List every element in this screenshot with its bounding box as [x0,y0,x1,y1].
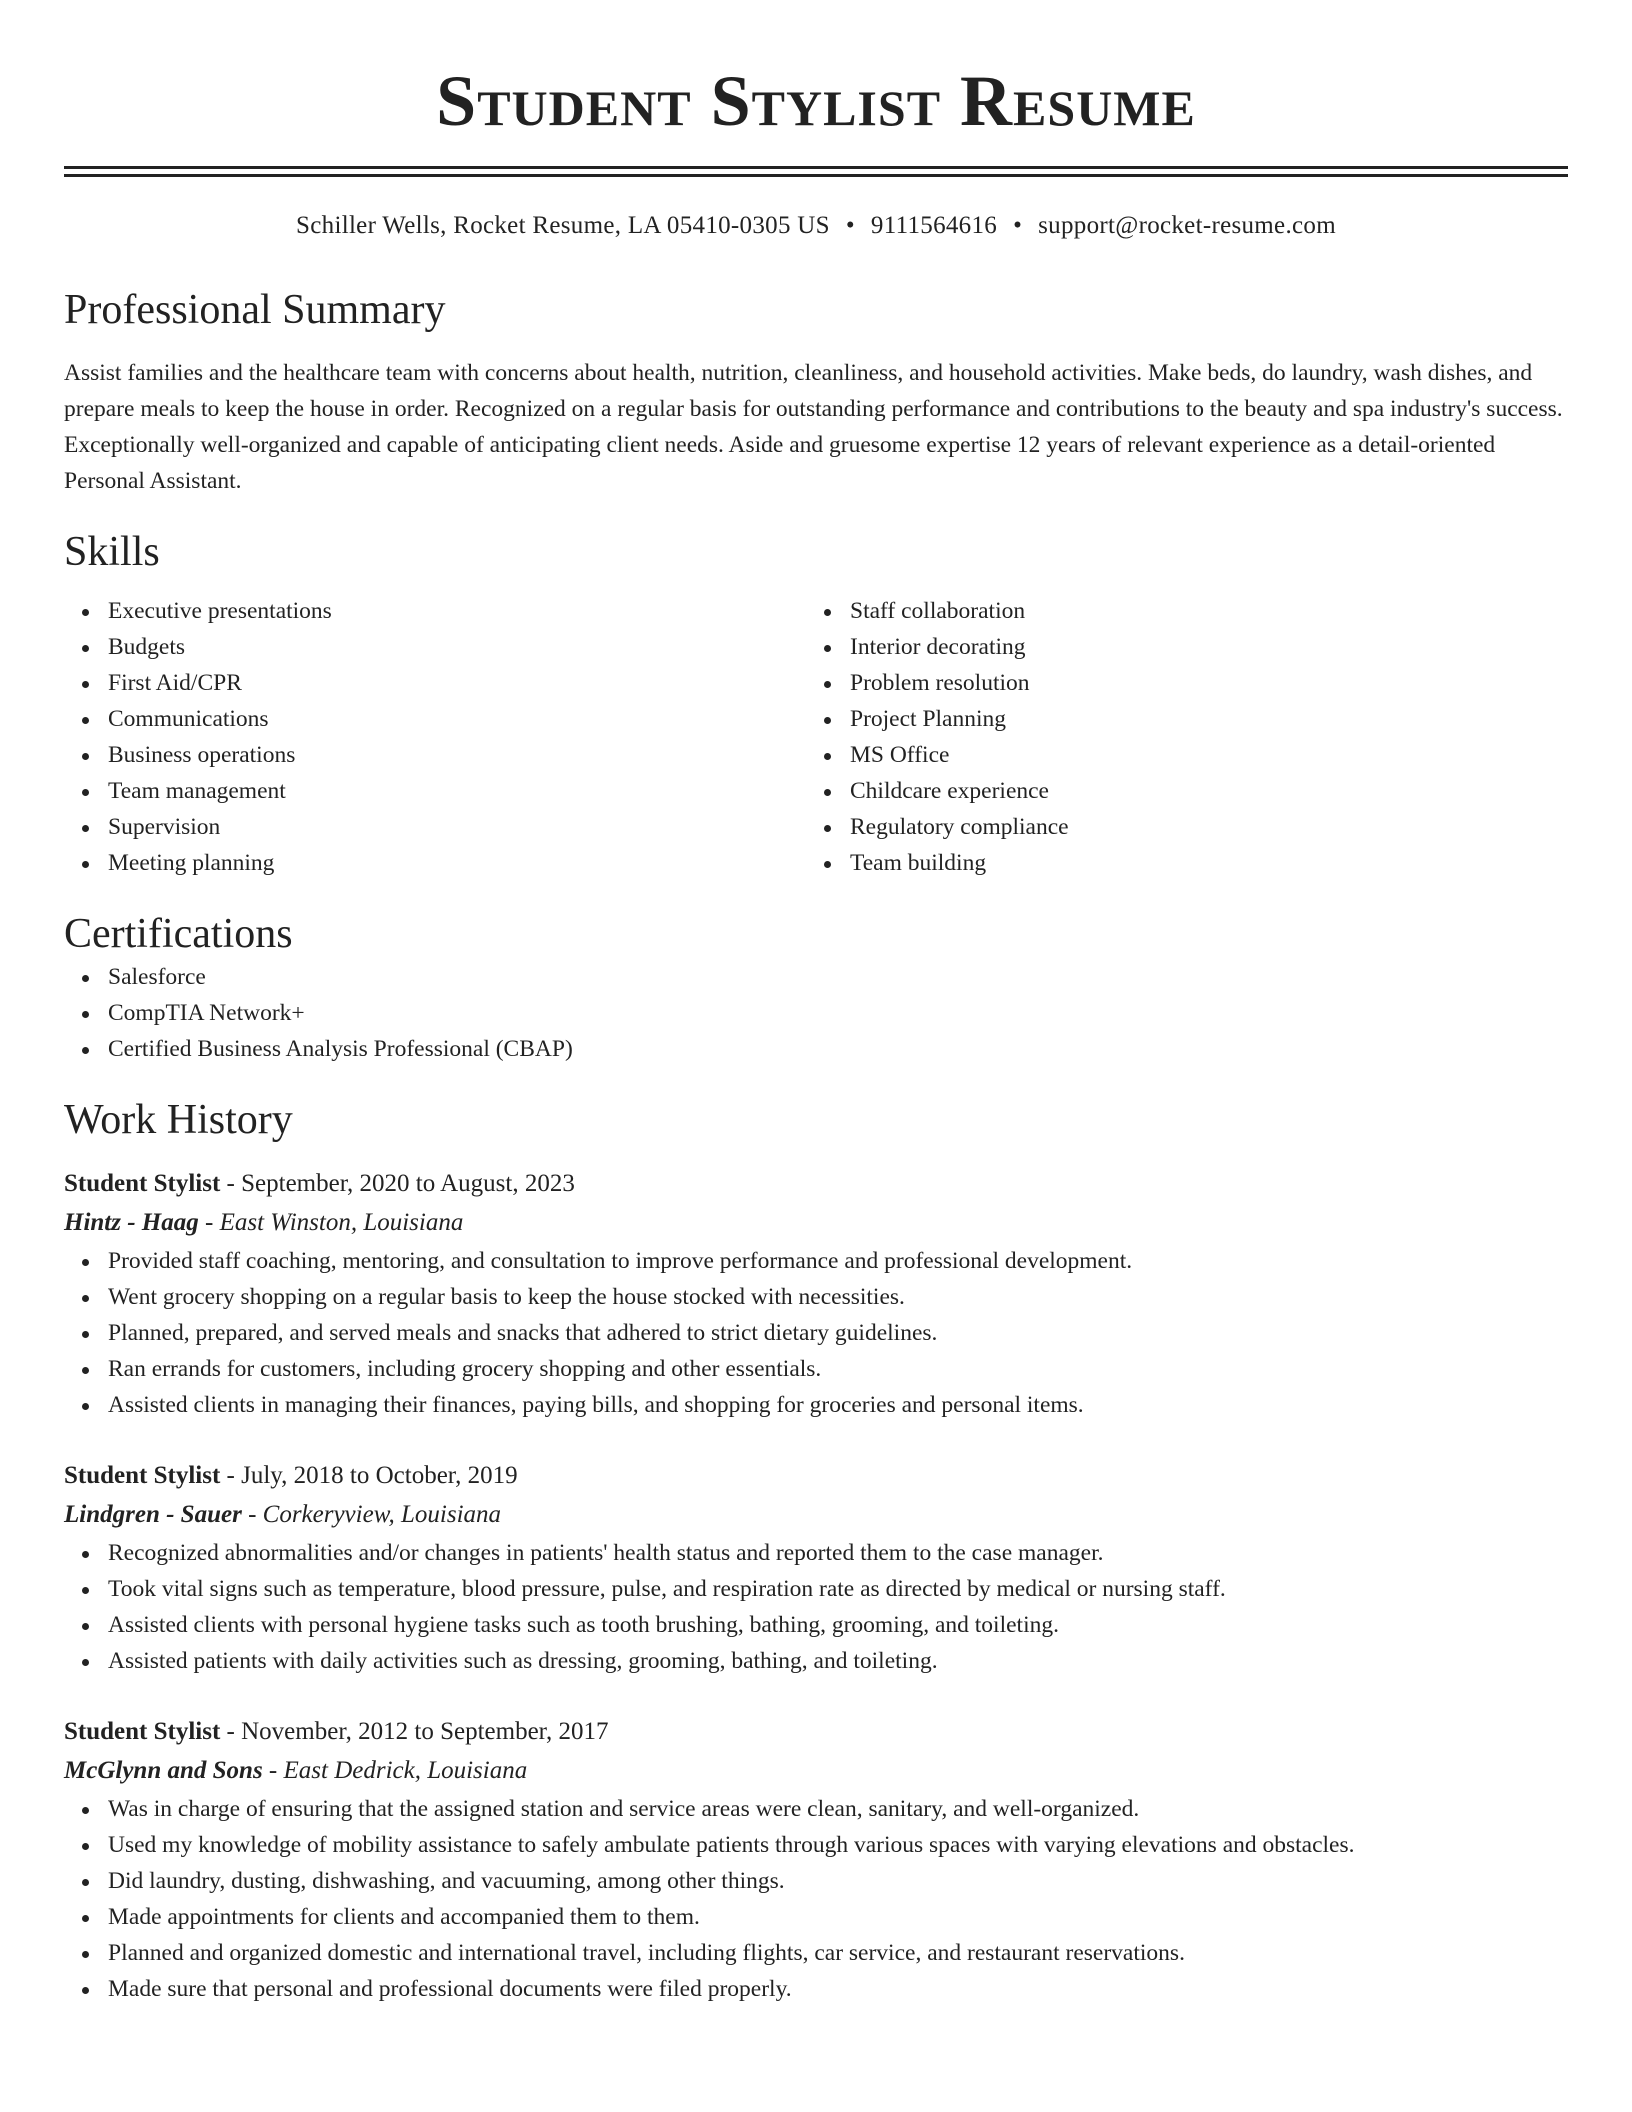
summary-text: Assist families and the healthcare team with concerns about health, nutrition, cleanliness, and household activities. Make beds, do laundry, wash dishes, and prepare meals to keep the house in order. Recognized on a regular basis for outstanding performance and contributions to the beauty and spa industry's success. Exceptionally well-organized and capable of anticipating client needs. Aside and gruesome expertise 12 years of relevant experience as a detail-oriented Personal Assistant. [64,360,1563,494]
job-location: - East Dedrick, Louisiana [262,1757,528,1784]
skills-heading: Skills [64,529,160,575]
certification-item: Certified Business Analysis Professional (CBAP) [64,1031,1568,1067]
skill-item: Regulatory compliance [806,809,1548,845]
summary-heading: Professional Summary [64,287,446,333]
skill-item: Communications [64,701,806,737]
job-duty-item: Was in charge of ensuring that the assigned station and service areas were clean, sanitary, and well-organized. [64,1791,1568,1827]
skill-item: Problem resolution [806,665,1548,701]
job-company: Hintz - Haag [64,1209,199,1236]
resume-title: Student Stylist Resume [436,61,1196,141]
job-role: Student Stylist [64,1462,221,1489]
skill-item: Team management [64,773,806,809]
skill-item: Team building [806,845,1548,881]
job-duty-item: Ran errands for customers, including grocery shopping and other essentials. [64,1351,1568,1387]
job-organization [64,1751,1568,1791]
job-company: Lindgren - Sauer [64,1501,242,1528]
contact-separator: • [845,212,855,239]
job-duty-item: Went grocery shopping on a regular basis to keep the house stocked with necessities. [64,1279,1568,1315]
job-dates: - November, 2012 to September, 2017 [220,1718,609,1745]
skill-item: Interior decorating [806,629,1548,665]
job-duty-item: Took vital signs such as temperature, blood pressure, pulse, and respiration rate as directed by medical or nursing staff. [64,1571,1568,1607]
contact-phone: 9111564616 [870,212,998,239]
job-duties-list [64,1535,1568,1679]
job-dates: - July, 2018 to October, 2019 [220,1462,518,1489]
contact-address: Schiller Wells, Rocket Resume, LA 05410-0305 US [296,212,830,239]
skill-item: Executive presentations [64,593,806,629]
skills-column-right [806,593,1548,881]
job-duty-item: Used my knowledge of mobility assistance to safely ambulate patients through various spaces with varying elevations and obstacles. [64,1827,1568,1863]
job-location: - East Winston, Louisiana [198,1209,464,1236]
job-organization [64,1495,1568,1535]
work-history-heading: Work History [64,1097,293,1143]
job-header [64,1165,1568,1203]
job-header [64,1713,1568,1751]
job-duty-item: Planned, prepared, and served meals and snacks that adhered to strict dietary guidelines. [64,1315,1568,1351]
skills-column-left [64,593,806,881]
job-dates: - September, 2020 to August, 2023 [220,1170,575,1197]
job-duty-item: Provided staff coaching, mentoring, and consultation to improve performance and professional development. [64,1243,1568,1279]
skill-item: Meeting planning [64,845,806,881]
certification-item: Salesforce [64,959,1568,995]
certifications-list [64,959,1568,1067]
job-entry [64,1713,1568,2007]
job-location: - Corkeryview, Louisiana [241,1501,502,1528]
skills-grid [64,593,1568,881]
skill-item: First Aid/CPR [64,665,806,701]
job-organization [64,1203,1568,1243]
skill-item: Project Planning [806,701,1548,737]
job-entry [64,1457,1568,1679]
skill-item: MS Office [806,737,1548,773]
title-divider [64,166,1568,177]
job-duty-item: Assisted clients in managing their finances, paying bills, and shopping for groceries and personal items. [64,1387,1568,1423]
skill-item: Budgets [64,629,806,665]
certification-item: CompTIA Network+ [64,995,1568,1031]
job-duty-item: Assisted patients with daily activities such as dressing, grooming, bathing, and toileting. [64,1643,1568,1679]
job-duty-item: Planned and organized domestic and international travel, including flights, car service, and restaurant reservations. [64,1935,1568,1971]
contact-separator: • [1013,212,1023,239]
job-duty-item: Made sure that personal and professional documents were filed properly. [64,1971,1568,2007]
job-duties-list [64,1243,1568,1423]
skills-list-left [64,593,806,881]
contact-email: support@rocket-resume.com [1038,212,1336,239]
job-role: Student Stylist [64,1170,221,1197]
job-role: Student Stylist [64,1718,221,1745]
job-duty-item: Recognized abnormalities and/or changes in patients' health status and reported them to the case manager. [64,1535,1568,1571]
job-entry [64,1165,1568,1423]
skill-item: Supervision [64,809,806,845]
skill-item: Childcare experience [806,773,1548,809]
job-duty-item: Assisted clients with personal hygiene tasks such as tooth brushing, bathing, grooming, and toileting. [64,1607,1568,1643]
job-duty-item: Made appointments for clients and accompanied them to them. [64,1899,1568,1935]
skills-list-right [806,593,1548,881]
resume-page [64,0,1568,2007]
certifications-heading: Certifications [64,911,293,957]
job-company: McGlynn and Sons [64,1757,263,1784]
job-duties-list [64,1791,1568,2007]
skill-item: Staff collaboration [806,593,1548,629]
contact-line [64,211,1568,241]
job-duty-item: Did laundry, dusting, dishwashing, and vacuuming, among other things. [64,1863,1568,1899]
skill-item: Business operations [64,737,806,773]
job-header [64,1457,1568,1495]
